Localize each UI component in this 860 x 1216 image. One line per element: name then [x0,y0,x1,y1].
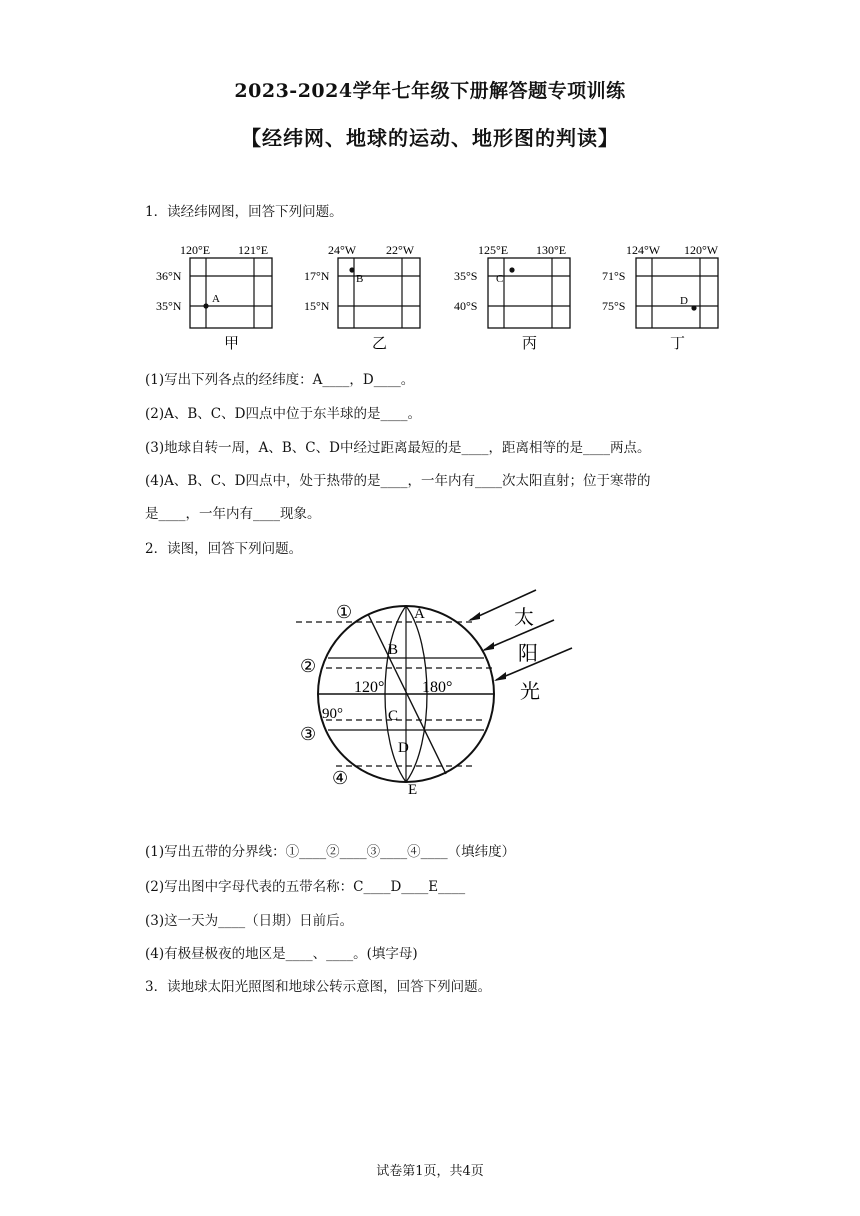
grid-name-label: 丙 [522,336,538,352]
grid-lat-top-label: 36°N [156,269,182,283]
grid-lat-top-label: 17°N [304,269,330,283]
letter-c: C [388,708,399,724]
q2-sub1: (1)写出五带的分界线：①____②____③____④____（填纬度） [145,844,516,860]
grid-point-label: B [356,273,364,285]
grid-lat-bottom-label: 40°S [454,299,478,313]
arrowhead-1 [468,612,480,621]
grid-name-label: 丁 [670,336,686,352]
marker-2: ② [300,656,317,676]
page-footer: 试卷第1页，共4页 [376,1164,484,1179]
grid-lat-bottom-label: 35°N [156,299,182,313]
grid-lon-right-label: 130°E [536,243,567,257]
marker-4: ④ [332,768,349,788]
grid-lon-right-label: 22°W [386,243,415,257]
page-subtitle: 【经纬网、地球的运动、地形图的判读】 [241,126,619,150]
letter-e: E [408,782,418,798]
letter-a: A [414,606,425,622]
q1-stem: 1．读经纬网图，回答下列问题。 [145,204,343,220]
grid-box [636,258,718,328]
grid-name-label: 甲 [224,336,240,352]
marker-3: ③ [300,724,317,744]
grid-lon-right-label: 120°W [684,243,719,257]
grid-lon-left-label: 24°W [328,243,357,257]
grid-box [190,258,272,328]
q1-sub1: (1)写出下列各点的经纬度：A____，D____。 [145,372,415,388]
letter-b: B [388,642,399,658]
q2-sub2: (2)写出图中字母代表的五带名称：C____D____E____ [145,879,466,895]
q1-sub3: (3)地球自转一周，A、B、C、D中经过距离最短的是____，距离相等的是____两点。 [145,440,651,456]
q1-sub4a: (4)A、B、C、D四点中，处于热带的是____，一年内有____次太阳直射；位于寒带的 [145,473,651,489]
page-title: 2023-2024学年七年级下册解答题专项训练 [234,80,626,102]
grid-point [691,305,696,310]
grid-point-label: C [496,273,504,285]
sunlight-globe-figure [296,574,586,806]
grid-point [509,267,514,272]
letter-d: D [398,740,409,756]
grid-lon-left-label: 120°E [180,243,211,257]
marker-1: ① [336,602,353,622]
grid-point-label: A [212,293,220,305]
arrowhead-3 [494,672,506,681]
grid-point-label: D [680,295,688,307]
grid-lon-left-label: 125°E [478,243,509,257]
sun-char-3: 光 [520,681,540,703]
q2-stem: 2．读图，回答下列问题。 [145,541,303,557]
arrowhead-2 [482,642,494,651]
grid-lat-bottom-label: 15°N [304,299,330,313]
grid-lat-top-label: 71°S [602,269,626,283]
grid-lat-bottom-label: 75°S [602,299,626,313]
grid-point [203,303,208,308]
grid-lat-top-label: 35°S [454,269,478,283]
q1-sub4b: 是____，一年内有____现象。 [145,506,321,522]
q3-stem: 3．读地球太阳光照图和地球公转示意图，回答下列问题。 [145,979,492,995]
grid-name-label: 乙 [372,336,388,352]
grid-box [488,258,570,328]
q2-sub3: (3)这一天为____（日期）日前后。 [145,913,354,929]
q2-sub4: (4)有极昼极夜的地区是____、____。(填字母) [145,946,418,962]
q1-sub2: (2)A、B、C、D四点中位于东半球的是____。 [145,406,421,422]
grid-lon-left-label: 124°W [626,243,661,257]
grid-point [349,267,354,272]
grid-lon-right-label: 121°E [238,243,269,257]
graticule-grids-figure [150,236,750,356]
sun-char-2: 阳 [518,643,538,665]
angle-90: 90° [322,706,343,722]
sun-char-1: 太 [514,607,534,629]
angle-120: 120° [354,679,385,696]
angle-180: 180° [422,679,453,696]
